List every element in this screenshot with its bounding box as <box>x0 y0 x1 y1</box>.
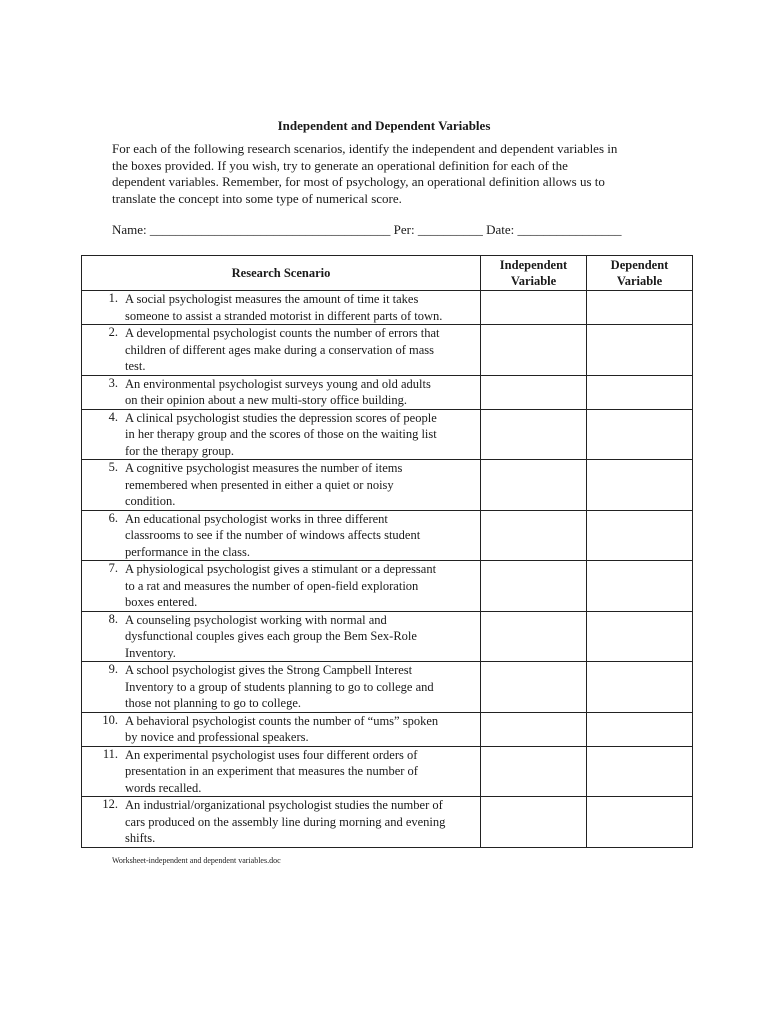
scenario-text-line: A counseling psychologist working with normal and <box>125 612 387 627</box>
scenario-text <box>118 612 421 662</box>
scenario-text-line: children of different ages make during a conservation of mass <box>125 342 435 357</box>
dependent-variable-answer-box[interactable] <box>587 746 693 797</box>
dependent-variable-answer-box[interactable] <box>587 510 693 561</box>
instructions <box>112 141 672 207</box>
table-row <box>82 561 693 612</box>
scenario-text <box>118 511 424 561</box>
scenario-number: 9. <box>108 662 118 676</box>
scenario-text-line: An experimental psychologist uses four different orders of <box>125 747 418 762</box>
scenario-text-line: in her therapy group and the scores of those on the waiting list <box>125 427 437 441</box>
independent-variable-answer-box[interactable] <box>481 291 587 325</box>
scenario-text-line: An industrial/organizational psychologist studies the number of <box>125 798 443 812</box>
scenario-text-line: words recalled. <box>125 780 202 795</box>
table-row <box>82 611 693 662</box>
scenario-cell <box>82 510 481 561</box>
scenario-cell <box>82 712 481 746</box>
scenario-number: 8. <box>108 611 118 626</box>
scenario-text-line: someone to assist a stranded motorist in different parts of town. <box>125 308 443 323</box>
table-row <box>82 712 693 746</box>
dependent-variable-answer-box[interactable] <box>587 409 693 460</box>
scenario-number: 12. <box>102 797 118 811</box>
table-row <box>82 375 693 409</box>
independent-variable-answer-box[interactable] <box>481 797 587 848</box>
scenario-text-line: dysfunctional couples gives each group the Bem Sex-Role <box>125 629 417 643</box>
scenario-text-line: A behavioral psychologist counts the number of “ums” spoken <box>125 713 439 728</box>
scenario-text-line: A cognitive psychologist measures the number of items <box>125 461 403 475</box>
dependent-variable-answer-box[interactable] <box>587 662 693 713</box>
scenario-cell <box>82 611 481 662</box>
independent-variable-answer-box[interactable] <box>481 662 587 713</box>
scenario-text-line: cars produced on the assembly line during morning and evening <box>125 814 446 829</box>
scenario-cell <box>82 561 481 612</box>
table-row <box>82 325 693 376</box>
scenario-cell <box>82 375 481 409</box>
scenario-text <box>118 291 446 324</box>
independent-variable-answer-box[interactable] <box>481 611 587 662</box>
scenario-cell <box>82 662 481 713</box>
scenario-table <box>81 255 693 848</box>
scenario-text-line: to a rat and measures the number of open-field exploration <box>125 578 419 593</box>
scenario-cell <box>82 746 481 797</box>
scenario-number: 5. <box>108 460 118 474</box>
instructions-line: the boxes provided. If you wish, try to generate an operational definition for each of the <box>112 157 568 173</box>
dependent-variable-answer-box[interactable] <box>587 712 693 746</box>
scenario-text <box>118 561 440 611</box>
table-row <box>82 291 693 325</box>
table-row <box>82 746 693 797</box>
scenario-text <box>118 797 449 847</box>
instructions-line: dependent variables. Remember, for most of psychology, an operational definition allows us to <box>112 174 605 189</box>
table-header-row <box>82 256 693 291</box>
scenario-text-line: for the therapy group. <box>125 443 234 458</box>
scenario-text-line: An educational psychologist works in three different <box>125 511 388 526</box>
scenario-number: 2. <box>108 325 118 339</box>
scenario-number: 4. <box>108 409 118 424</box>
scenario-cell <box>82 325 481 376</box>
dependent-variable-answer-box[interactable] <box>587 561 693 612</box>
scenario-text-line: by novice and professional speakers. <box>125 730 309 744</box>
scenario-text <box>118 460 406 510</box>
scenario-text-line: A social psychologist measures the amount of time it takes <box>125 292 419 306</box>
scenario-number: 1. <box>108 291 118 305</box>
table-row <box>82 460 693 511</box>
scenario-number: 10. <box>102 712 118 727</box>
independent-variable-answer-box[interactable] <box>481 712 587 746</box>
scenario-cell <box>82 797 481 848</box>
dependent-variable-answer-box[interactable] <box>587 460 693 511</box>
table-row <box>82 510 693 561</box>
scenario-number: 11. <box>102 746 118 761</box>
dependent-variable-answer-box[interactable] <box>587 797 693 848</box>
independent-variable-answer-box[interactable] <box>481 409 587 460</box>
scenario-text-line: condition. <box>125 494 176 508</box>
scenario-text-line: A physiological psychologist gives a stimulant or a depressant <box>125 562 437 576</box>
scenario-text-line: on their opinion about a new multi-story office building. <box>125 393 408 407</box>
independent-variable-answer-box[interactable] <box>481 460 587 511</box>
independent-variable-answer-box[interactable] <box>481 561 587 612</box>
scenario-text <box>118 325 444 375</box>
scenario-text-line: A developmental psychologist counts the number of errors that <box>125 326 440 340</box>
header-dependent-variable <box>587 256 693 291</box>
scenario-cell <box>82 409 481 460</box>
scenario-text-line: those not planning to go to college. <box>125 696 302 710</box>
scenario-text-line: presentation in an experiment that measures the number of <box>125 764 418 778</box>
scenario-number: 7. <box>108 561 118 575</box>
scenario-text-line: performance in the class. <box>125 544 250 559</box>
footer-filename: Worksheet-independent and dependent variables.doc <box>112 856 281 865</box>
scenario-text <box>118 376 435 409</box>
instructions-line: For each of the following research scenarios, identify the independent and dependent variables in <box>112 141 618 156</box>
header-research-scenario: Research Scenario <box>82 256 481 291</box>
scenario-text-line: A clinical psychologist studies the depression scores of people <box>125 410 437 425</box>
scenario-cell <box>82 291 481 325</box>
header-independent-variable <box>481 256 587 291</box>
name-per-date-line: Name: _____________________________________ Per: __________ Date: ________________ <box>112 222 622 237</box>
table-row <box>82 409 693 460</box>
scenario-text-line: test. <box>125 359 146 373</box>
scenario-text-line: A school psychologist gives the Strong Campbell Interest <box>125 663 413 677</box>
scenario-text <box>118 747 422 797</box>
dependent-variable-answer-box[interactable] <box>587 375 693 409</box>
instructions-line: translate the concept into some type of numerical score. <box>112 190 402 206</box>
scenario-text-line: An environmental psychologist surveys young and old adults <box>125 376 431 391</box>
header-dependent-label: Dependent Variable <box>610 258 669 288</box>
header-independent-label: Independent Variable <box>499 258 568 288</box>
table-row <box>82 662 693 713</box>
scenario-cell <box>82 460 481 511</box>
scenario-text <box>118 410 441 460</box>
dependent-variable-answer-box[interactable] <box>587 325 693 376</box>
independent-variable-answer-box[interactable] <box>481 746 587 797</box>
worksheet-title: Independent and Dependent Variables <box>277 118 491 133</box>
scenario-text-line: shifts. <box>125 831 156 845</box>
scenario-text <box>118 713 442 746</box>
independent-variable-answer-box[interactable] <box>481 375 587 409</box>
scenario-text-line: Inventory to a group of students planning to go to college and <box>125 679 434 694</box>
scenario-text-line: boxes entered. <box>125 595 198 609</box>
scenario-text-line: Inventory. <box>125 645 176 660</box>
dependent-variable-answer-box[interactable] <box>587 611 693 662</box>
independent-variable-answer-box[interactable] <box>481 325 587 376</box>
table-row <box>82 797 693 848</box>
independent-variable-answer-box[interactable] <box>481 510 587 561</box>
scenario-text-line: remembered when presented in either a quiet or noisy <box>125 477 394 492</box>
dependent-variable-answer-box[interactable] <box>587 291 693 325</box>
scenario-text <box>118 662 438 712</box>
scenario-number: 3. <box>108 375 118 390</box>
scenario-text-line: classrooms to see if the number of windows affects student <box>125 528 421 542</box>
scenario-number: 6. <box>108 510 118 525</box>
